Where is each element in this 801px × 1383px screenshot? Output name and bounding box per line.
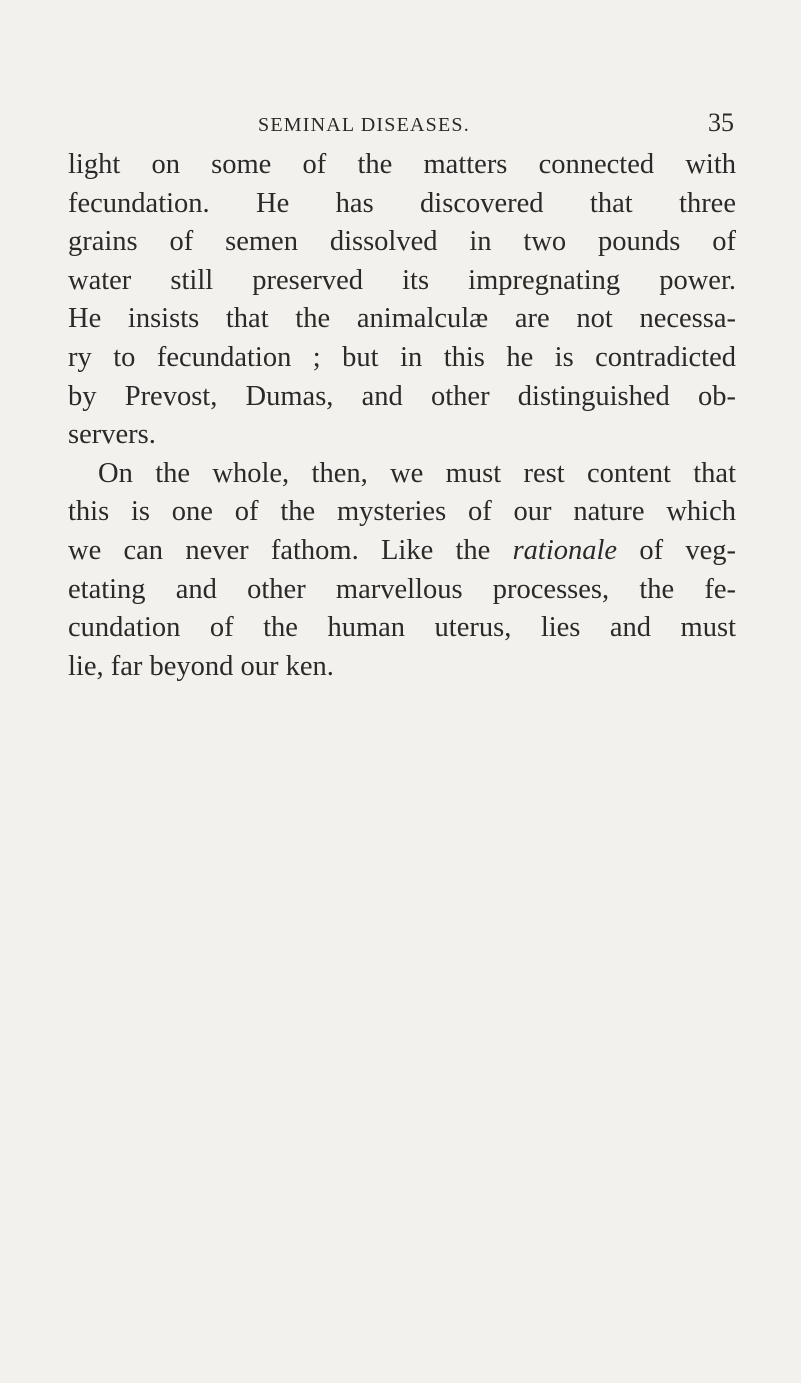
text-line: On the whole, then, we must rest content that — [98, 457, 736, 489]
text-segment: of veg- — [617, 534, 736, 566]
text-line: by Prevost, Dumas, and other distinguished ob- — [68, 380, 736, 412]
text-line-with-italic — [68, 532, 736, 571]
text-line: cundation of the human uterus, lies and must — [68, 612, 736, 644]
text-line: water still preserved its impregnating power. — [68, 264, 736, 296]
text-line: He insists that the animalculæ are not necessa- — [68, 303, 736, 335]
page-number: 35 — [708, 108, 734, 137]
text-line: ry to fecundation ; but in this he is contradicted — [68, 341, 736, 373]
text-line: this is one of the mysteries of our nature which — [68, 496, 736, 528]
running-title: SEMINAL DISEASES. — [258, 114, 470, 136]
text-line: lie, far beyond our ken. — [68, 650, 334, 682]
body-text — [68, 146, 736, 686]
text-line: grains of semen dissolved in two pounds of — [68, 226, 736, 258]
italic-word: rationale — [512, 534, 618, 566]
text-line: servers. — [68, 419, 156, 451]
text-line: fecundation. He has discovered that three — [68, 187, 736, 219]
text-line: light on some of the matters connected with — [68, 149, 736, 180]
text-line: etating and other marvellous processes, the fe- — [68, 573, 736, 605]
text-segment: we can never fathom. Like the — [68, 534, 513, 566]
